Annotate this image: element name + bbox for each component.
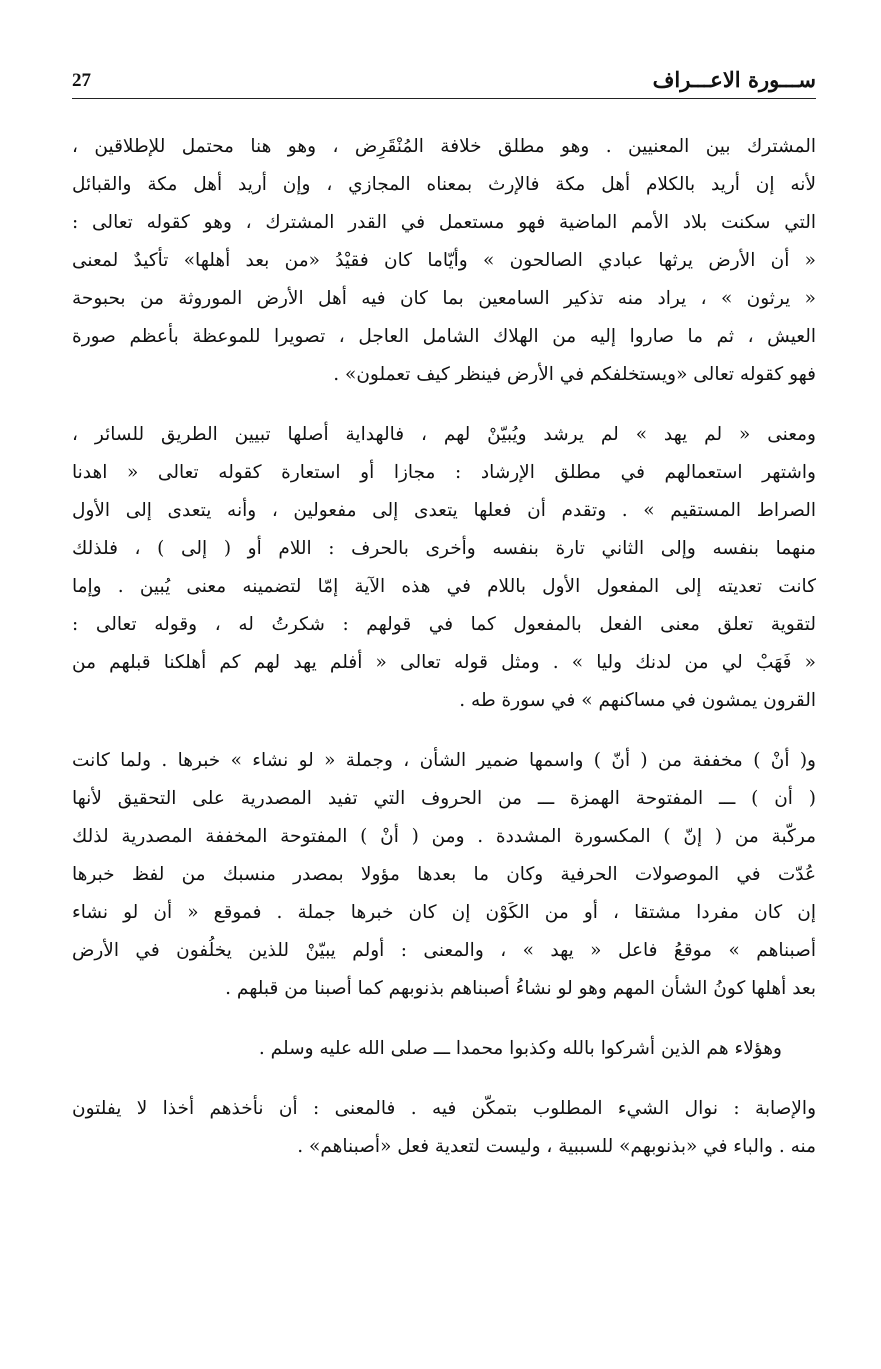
text-line: بعد أهلها كونُ الشأن المهم وهو لو نشاءُ أصبناهم بذنوبهم كما أصبنا من قبلهم . xyxy=(225,978,816,999)
text-line: « فَهَبْ لي من لدنك وليا » . ومثل قوله تعالى « أفلم يهد لهم كم أهلكنا قبلهم من xyxy=(72,652,816,673)
text-line: منهما بنفسه وإلى الثاني تارة بنفسه وأخرى بالحرف : اللام أو ( إلى ) ، فلذلك xyxy=(72,538,816,559)
text-line: ومعنى « لم يهد » لم يرشد ويُبيّنْ لهم ، فالهداية أصلها تبيين الطريق للسائر ، xyxy=(72,424,816,445)
page-number: 27 xyxy=(72,70,91,91)
text-line: أصبناهم » موقعُ فاعل « يهد » ، والمعنى : أولم يبيّنْ للذين يخلُفون في الأرض xyxy=(72,940,816,961)
paragraph xyxy=(72,416,816,720)
text-line: والإصابة : نوال الشيء المطلوب بتمكّن فيه . فالمعنى : أن نأخذهم أخذا لا يفلتون xyxy=(72,1098,816,1119)
text-line: « أن الأرض يرثها عبادي الصالحون » وأيّاما كان فقيْدُ «من بعد أهلها» تأكيدٌ لمعنى xyxy=(72,250,816,271)
text-line: الصراط المستقيم » . وتقدم أن فعلها يتعدى إلى مفعولين ، وأنه يتعدى إلى الأول xyxy=(72,500,816,521)
text-line: وهؤلاء هم الذين أشركوا بالله وكذبوا محمدا ـــ صلى الله عليه وسلم . xyxy=(258,1038,782,1059)
text-line: كانت تعديته إلى المفعول الأول باللام في هذه الآية إمّا لتضمينه معنى يُبين . وإما xyxy=(72,576,816,597)
paragraph xyxy=(72,1030,816,1068)
text-line: القرون يمشون في مساكنهم » في سورة طه . xyxy=(459,690,816,711)
text-line: المشترك بين المعنيين . وهو مطلق خلافة المُنْقَرِض ، وهو هنا محتمل للإطلاقين ، xyxy=(72,136,816,157)
text-line: « يرثون » ، يراد منه تذكير السامعين بما كان فيه أهل الأرض الموروثة من بحبوحة xyxy=(72,288,816,309)
text-line: واشتهر استعمالهم في مطلق الإرشاد : مجازا أو استعارة كقوله تعالى « اهدنا xyxy=(72,462,816,483)
paragraph xyxy=(72,128,816,394)
text-line: إن كان مفردا مشتقا ، أو من الكَوْن إن كان خبرها جملة . فموقع « أن لو نشاء xyxy=(72,902,816,923)
text-line: ( أن ) ـــ المفتوحة الهمزة ـــ من الحروف التي تفيد المصدرية على التحقيق لأنها xyxy=(72,788,816,809)
text-line: عُدّت في الموصولات الحرفية وكان ما بعدها مؤولا بمصدر منسبك من لفظ خبرها xyxy=(72,864,816,885)
paragraph xyxy=(72,1090,816,1166)
text-line: فهو كقوله تعالى «ويستخلفكم في الأرض فينظر كيف تعملون» . xyxy=(333,364,816,385)
text-line: لأنه إن أريد بالكلام أهل مكة فالإرث بمعناه المجازي ، وإن أريد أهل مكة والقبائل xyxy=(72,174,816,195)
text-line: العيش ، ثم ما صاروا إليه من الهلاك الشامل العاجل ، تصويرا للموعظة بأعظم صورة xyxy=(72,326,816,347)
header-divider xyxy=(72,98,816,99)
text-line: مركّبة من ( إنّ ) المكسورة المشددة . ومن ( أنْ ) المفتوحة المخففة المصدرية لذلك xyxy=(72,826,816,847)
page-header xyxy=(72,52,816,92)
surah-title: ســـورة الاعـــراف xyxy=(652,67,816,92)
text-line: و( أنْ ) مخففة من ( أنّ ) واسمها ضمير الشأن ، وجملة « لو نشاء » خبرها . ولما كانت xyxy=(72,750,816,771)
text-line: التي سكنت بلاد الأمم الماضية فهو مستعمل في القدر المشترك ، وهو كقوله تعالى : xyxy=(72,212,816,233)
text-line: لتقوية تعلق معنى الفعل بالمفعول كما في قولهم : شكرتُ له ، وقوله تعالى : xyxy=(72,614,816,635)
page-body xyxy=(72,128,816,1188)
text-line: منه . والباء في «بذنوبهم» للسببية ، وليست لتعدية فعل «أصبناهم» . xyxy=(297,1136,816,1157)
paragraph xyxy=(72,742,816,1008)
